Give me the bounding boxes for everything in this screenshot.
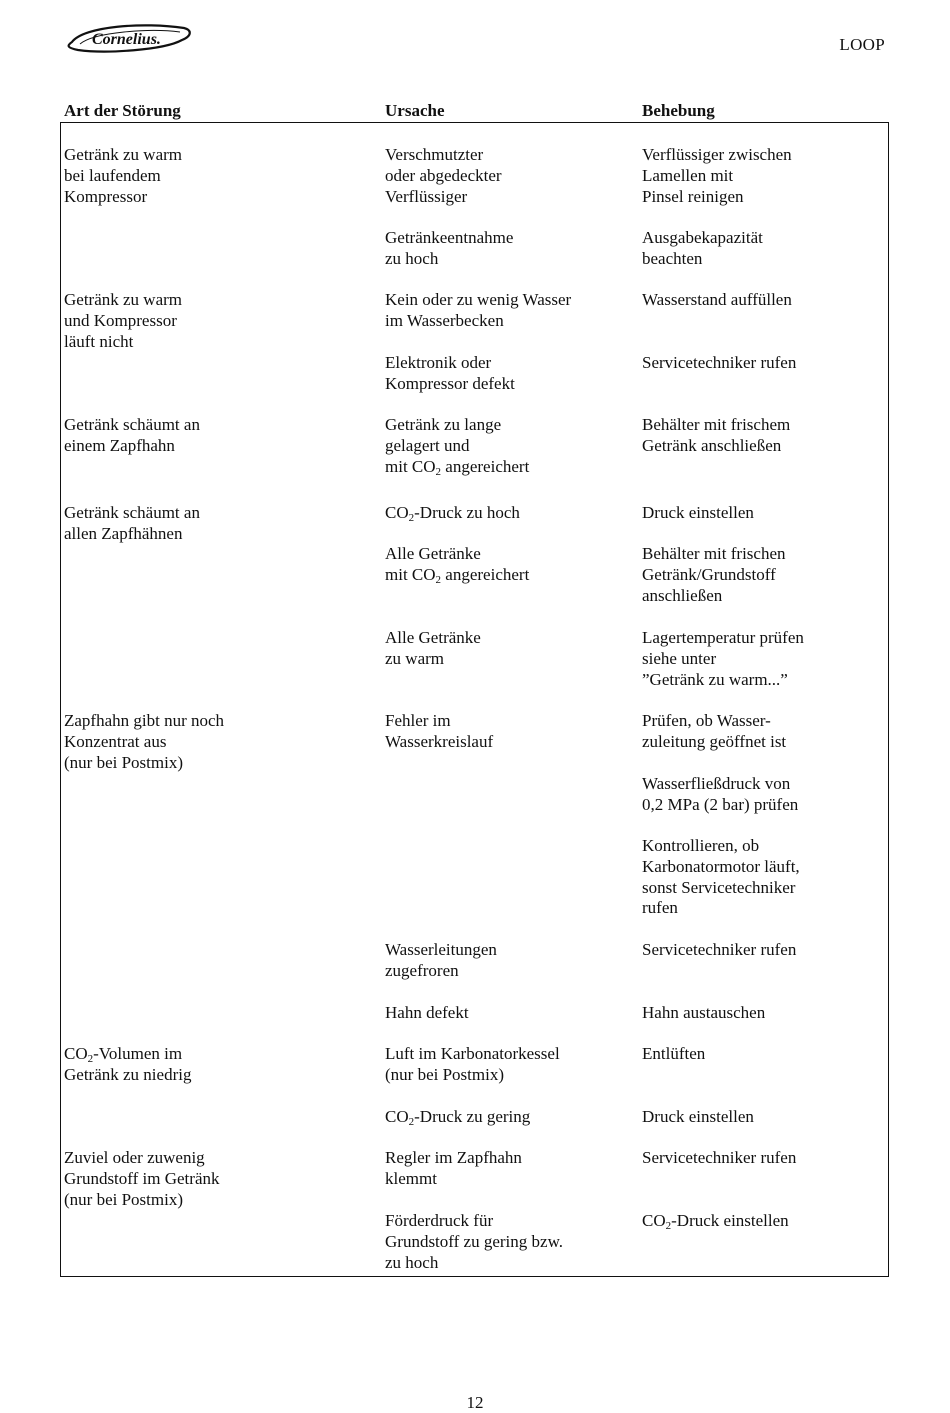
document-title: LOOP <box>839 35 885 54</box>
cause-cell: Alle Getränke zu warm <box>385 628 481 668</box>
remedy-cell: $CO_2$-Druck einstellen <box>642 1211 789 1232</box>
cornelius-logo <box>66 20 194 56</box>
remedy-cell: Ausgabekapazität beachten <box>642 228 763 268</box>
fault-cell: Zapfhahn gibt nur noch Konzentrat aus (nur bei Postmix) <box>64 711 225 772</box>
cause-cell: $CO_2$-Druck zu hoch <box>385 503 520 524</box>
cause-cell: Hahn defekt <box>385 1003 469 1022</box>
remedy-cell: Druck einstellen <box>642 1107 754 1126</box>
cause-cell: Regler im Zapfhahn klemmt <box>385 1148 522 1188</box>
fault-cell: Getränk schäumt an einem Zapfhahn <box>64 415 200 455</box>
remedy-cell: Wasserstand auffüllen <box>642 290 792 309</box>
fault-cell: $CO_2$-Volumen im Getränk zu niedrig <box>64 1044 192 1084</box>
remedy-cell: Behälter mit frischen Getränk/Grundstoff anschließen <box>642 544 786 605</box>
cause-cell: Kein oder zu wenig Wasser im Wasserbecken <box>385 290 572 330</box>
remedy-cell: Hahn austauschen <box>642 1003 766 1022</box>
remedy-cell: Wasserfließdruck von 0,2 MPa (2 bar) prüfen <box>642 774 799 814</box>
cause-cell: Verschmutzter oder abgedeckter Verflüssiger <box>385 145 502 206</box>
cause-cell: Fehler im Wasserkreislauf <box>385 711 494 751</box>
remedy-cell: Prüfen, ob Wasser- zuleitung geöffnet ist <box>642 711 787 751</box>
column-header-cause: Ursache <box>385 101 445 120</box>
svg-text:Cornelius.: Cornelius. <box>92 31 161 48</box>
remedy-cell: Servicetechniker rufen <box>642 940 797 959</box>
remedy-cell: Servicetechniker rufen <box>642 1148 797 1167</box>
remedy-cell: Verflüssiger zwischen Lamellen mit Pinsel reinigen <box>642 145 792 206</box>
remedy-cell: Druck einstellen <box>642 503 754 522</box>
table-header-row <box>60 97 889 123</box>
table-body <box>60 122 889 1277</box>
cause-cell: Elektronik oder Kompressor defekt <box>385 353 515 393</box>
column-header-fault: Art der Störung <box>64 101 181 120</box>
cause-cell: $CO_2$-Druck zu gering <box>385 1107 531 1128</box>
cause-cell: Wasserleitungen zugefroren <box>385 940 497 980</box>
fault-cell: Getränk zu warm bei laufendem Kompressor <box>64 145 183 206</box>
cause-cell: Luft im Karbonatorkessel (nur bei Postmix) <box>385 1044 560 1084</box>
cause-cell: Getränkeentnahme zu hoch <box>385 228 514 268</box>
column-header-remedy: Behebung <box>642 101 715 120</box>
remedy-cell: Lagertemperatur prüfen siehe unter ”Getränk zu warm...” <box>642 628 804 689</box>
cause-cell: Getränk zu lange gelagert und mit $CO_2$ angereichert <box>385 415 530 478</box>
cause-cell: Förderdruck für Grundstoff zu gering bzw. zu hoch <box>385 1211 563 1272</box>
remedy-cell: Kontrollieren, ob Karbonatormotor läuft, sonst Servicetechniker rufen <box>642 836 800 918</box>
remedy-cell: Behälter mit frischem Getränk anschließen <box>642 415 791 455</box>
fault-cell: Getränk zu warm und Kompressor läuft nicht <box>64 290 183 351</box>
troubleshooting-table <box>60 97 889 1278</box>
cause-cell: Alle Getränke mit $CO_2$ angereichert <box>385 544 530 586</box>
page-number: 12 <box>466 1393 484 1412</box>
fault-cell: Zuviel oder zuwenig Grundstoff im Getränk (nur bei Postmix) <box>64 1148 220 1209</box>
fault-cell: Getränk schäumt an allen Zapfhähnen <box>64 503 200 543</box>
remedy-cell: Servicetechniker rufen <box>642 353 797 372</box>
remedy-cell: Entlüften <box>642 1044 706 1063</box>
